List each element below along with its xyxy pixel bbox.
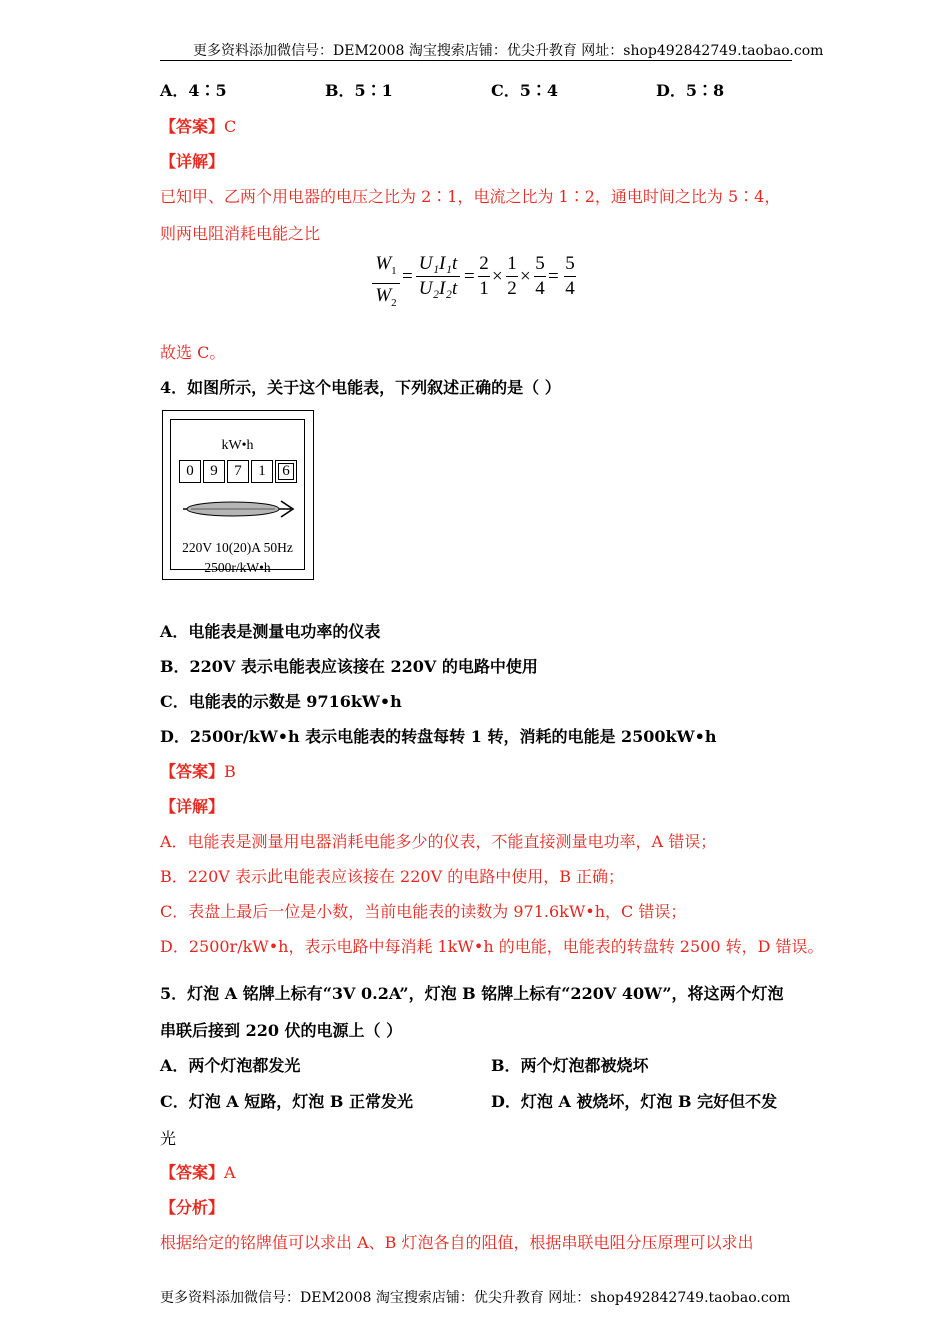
- q4-option-a: A．电能表是测量电功率的仪表: [160, 622, 381, 641]
- header-divider: [160, 60, 792, 61]
- meter-unit: kW•h: [221, 438, 254, 453]
- q5-stem-line1: 5．灯泡 A 铭牌上标有“3V 0.2A”，灯泡 B 铭牌上标有“220V 40W”，将这两个灯泡: [160, 984, 784, 1003]
- q3-answer-label: 【答案】: [160, 117, 225, 136]
- q5-analysis-line: 根据给定的铭牌值可以求出 A、B 灯泡各自的阻值，根据串联电阻分压原理可以求出: [160, 1233, 754, 1252]
- page-header: 更多资料添加微信号：DEM2008 淘宝搜索店铺：优尖升教育 网址：shop492842749.taobao.com: [193, 43, 824, 59]
- q4-answer: [160, 759, 236, 782]
- q3-answer-value: C: [224, 117, 237, 136]
- q5-answer: [160, 1160, 236, 1183]
- meter-revolutions: 2500r/kW•h: [204, 560, 271, 575]
- formula-f3: 5 4: [535, 253, 545, 299]
- q4-option-b: B．220V 表示电能表应该接在 220V 的电路中使用: [160, 657, 538, 676]
- meter-digit: 1: [251, 460, 273, 483]
- q4-option-c: C．电能表的示数是 9716kW•h: [160, 692, 402, 711]
- q4-detail-d: D．2500r/kW•h，表示电路中每消耗 1kW•h 的电能，电能表的转盘转 2500 转，D 错误。: [160, 937, 824, 956]
- formula-eq-2: =: [464, 266, 475, 287]
- q3-option-b: B．5∶1: [325, 81, 393, 100]
- q3-detail-line2: 则两电阻消耗电能之比: [160, 224, 321, 243]
- q5-answer-label: 【答案】: [160, 1163, 225, 1182]
- meter-disc-icon: [181, 498, 299, 520]
- q4-detail-a: A．电能表是测量用电器消耗电能多少的仪表，不能直接测量电功率，A 错误；: [160, 832, 717, 851]
- meter-digits: [179, 460, 299, 483]
- q5-answer-value: A: [224, 1163, 236, 1182]
- formula-result: 5 4: [565, 253, 575, 299]
- page-footer: 更多资料添加微信号：DEM2008 淘宝搜索店铺：优尖升教育 网址：shop492842749.taobao.com: [160, 1290, 791, 1306]
- q4-option-d: D．2500r/kW•h 表示电能表的转盘每转 1 转，消耗的电能是 2500kW•h: [160, 727, 717, 746]
- meter-digit: 0: [179, 460, 201, 483]
- q3-formula: [370, 253, 590, 309]
- q5-analysis-label: 【分析】: [160, 1198, 225, 1217]
- formula-times-1: ×: [492, 266, 503, 287]
- q4-answer-label: 【答案】: [160, 762, 225, 781]
- q4-stem: 4．如图所示，关于这个电能表，下列叙述正确的是（ ）: [160, 378, 561, 397]
- formula-eq-1: =: [402, 266, 413, 287]
- formula-f1: 2 1: [479, 253, 489, 299]
- formula-f2: 1 2: [507, 253, 517, 299]
- q5-option-a: A．两个灯泡都发光: [160, 1056, 301, 1075]
- q3-detail-label: 【详解】: [160, 152, 225, 171]
- q3-answer: [160, 114, 236, 137]
- formula-times-2: ×: [520, 266, 531, 287]
- q3-option-c: C．5∶4: [491, 81, 559, 100]
- q5-option-d-wrap: 光: [160, 1129, 177, 1148]
- q5-option-d: D．灯泡 A 被烧坏，灯泡 B 完好但不发: [491, 1092, 778, 1111]
- q3-option-a: A．4∶5: [160, 81, 227, 100]
- q3-option-d: D．5∶8: [656, 81, 725, 100]
- electric-meter-figure: [162, 410, 314, 580]
- meter-panel: [170, 419, 305, 575]
- q5-option-b: B．两个灯泡都被烧坏: [491, 1056, 649, 1075]
- q4-answer-value: B: [224, 762, 236, 781]
- meter-rating: 220V 10(20)A 50Hz: [182, 540, 293, 555]
- q4-detail-c: C．表盘上最后一位是小数，当前电能表的读数为 971.6kW•h，C 错误；: [160, 902, 687, 921]
- formula-mid: U₁I₁t U₂I₂t: [416, 253, 460, 300]
- q5-stem-line2: 串联后接到 220 伏的电源上（ ）: [160, 1021, 403, 1040]
- q3-conclusion: 故选 C。: [160, 343, 226, 362]
- formula-eq-3: =: [548, 266, 559, 287]
- q4-detail-label: 【详解】: [160, 797, 225, 816]
- q4-detail-b: B．220V 表示此电能表应该接在 220V 的电路中使用，B 正确；: [160, 867, 625, 886]
- meter-digit: 7: [227, 460, 249, 483]
- formula-lhs: $W_1$ $W_2$: [372, 253, 400, 314]
- q3-detail-line1: 已知甲、乙两个用电器的电压之比为 2∶1，电流之比为 1∶2，通电时间之比为 5∶4，: [160, 187, 781, 206]
- meter-digit-decimal: 6: [275, 460, 297, 483]
- meter-digit: 9: [203, 460, 225, 483]
- q5-option-c: C．灯泡 A 短路，灯泡 B 正常发光: [160, 1092, 413, 1111]
